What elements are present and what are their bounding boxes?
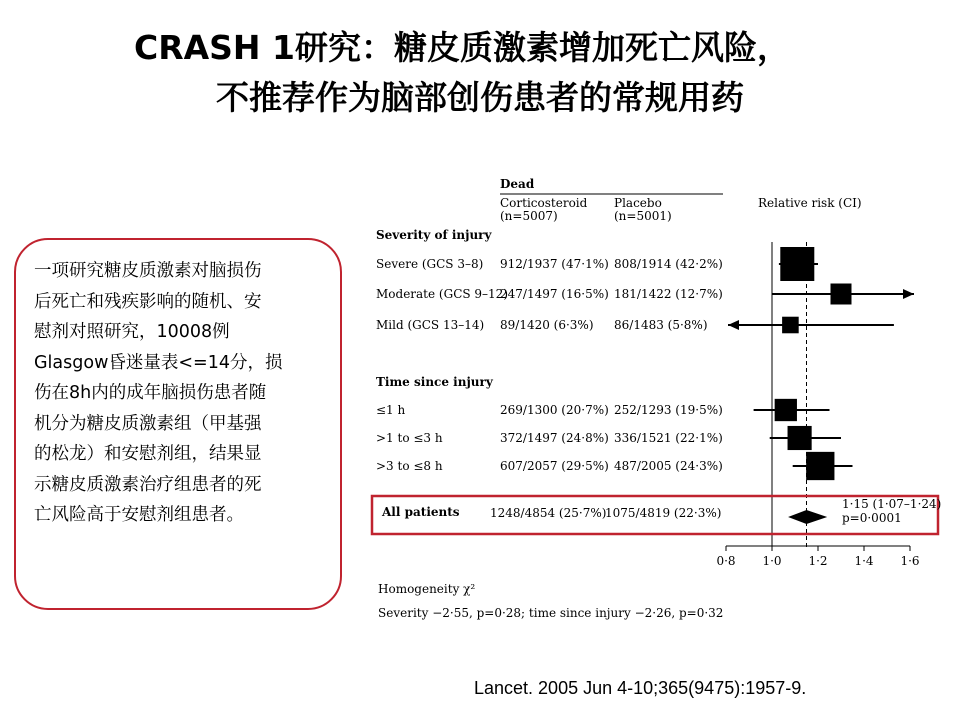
header-dead: Dead bbox=[500, 177, 535, 191]
row-label: Moderate (GCS 9–12) bbox=[376, 287, 508, 301]
overall-diamond bbox=[788, 510, 827, 524]
x-tick-label: 1·4 bbox=[854, 554, 874, 568]
row-placebo-value: 487/2005 (24·3%) bbox=[614, 459, 723, 473]
homogeneity-label: Homogeneity χ² bbox=[378, 582, 476, 596]
row-placebo-value: 336/1521 (22·1%) bbox=[614, 431, 723, 445]
point-estimate-square bbox=[788, 426, 812, 450]
overall-corticosteroid-value: 1248/4854 (25·7%) bbox=[490, 506, 607, 520]
row-label: Severe (GCS 3–8) bbox=[376, 257, 484, 271]
row-placebo-value: 86/1483 (5·8%) bbox=[614, 318, 708, 332]
row-corticosteroid-value: 247/1497 (16·5%) bbox=[500, 287, 609, 301]
row-corticosteroid-value: 89/1420 (6·3%) bbox=[500, 318, 594, 332]
group-title: Time since injury bbox=[376, 375, 493, 389]
x-tick-label: 1·0 bbox=[762, 554, 782, 568]
x-tick-label: 1·2 bbox=[808, 554, 828, 568]
header-relative-risk: Relative risk (CI) bbox=[758, 196, 862, 210]
homogeneity-text: Severity −2·55, p=0·28; time since injury −2·26, p=0·32 bbox=[378, 606, 724, 620]
header-col-placebo: Placebo bbox=[614, 196, 662, 210]
row-label: Mild (GCS 13–14) bbox=[376, 318, 485, 332]
row-label: >1 to ≤3 h bbox=[376, 431, 443, 445]
point-estimate-square bbox=[806, 452, 834, 480]
point-estimate-square bbox=[780, 247, 814, 281]
ci-arrow-left bbox=[728, 320, 739, 330]
point-estimate-square bbox=[782, 317, 799, 334]
ci-arrow-right bbox=[903, 289, 914, 299]
overall-label: All patients bbox=[382, 505, 460, 519]
row-placebo-value: 181/1422 (12·7%) bbox=[614, 287, 723, 301]
row-placebo-value: 252/1293 (19·5%) bbox=[614, 403, 723, 417]
point-estimate-square bbox=[831, 284, 852, 305]
slide-title-line2: 不推荐作为脑部创伤患者的常规用药 bbox=[216, 78, 744, 117]
summary-callout bbox=[14, 238, 342, 610]
x-tick-label: 1·6 bbox=[900, 554, 920, 568]
forest-plot bbox=[368, 168, 948, 630]
group-title: Severity of injury bbox=[376, 228, 492, 242]
overall-placebo-value: 1075/4819 (22·3%) bbox=[605, 506, 722, 520]
row-corticosteroid-value: 372/1497 (24·8%) bbox=[500, 431, 609, 445]
row-placebo-value: 808/1914 (42·2%) bbox=[614, 257, 723, 271]
x-tick-label: 0·8 bbox=[716, 554, 736, 568]
header-col-corticosteroid-n: (n=5007) bbox=[500, 209, 558, 223]
overall-rr-text: 1·15 (1·07–1·24) bbox=[842, 497, 942, 511]
summary-text: 一项研究糖皮质激素对脑损伤 后死亡和残疾影响的随机、安 慰剂对照研究，10008例 Glasgow昏迷量表<=14分，损 伤在8h内的成年脑损伤患者随 机分为糖皮质激素组（甲基强 的松龙）和安慰剂组，结果显 示糖皮质激素治疗组患者的死 亡风险高于安慰剂组患者。 bbox=[34, 261, 283, 525]
row-label: ≤1 h bbox=[376, 403, 406, 417]
row-label: >3 to ≤8 h bbox=[376, 459, 443, 473]
row-corticosteroid-value: 269/1300 (20·7%) bbox=[500, 403, 609, 417]
point-estimate-square bbox=[775, 399, 797, 421]
slide-title-line1: CRASH 1研究：糖皮质激素增加死亡风险， bbox=[133, 28, 790, 67]
citation: Lancet. 2005 Jun 4-10;365(9475):1957-9. bbox=[474, 678, 807, 698]
header-col-corticosteroid: Corticosteroid bbox=[500, 196, 588, 210]
overall-p-value: p=0·0001 bbox=[842, 511, 902, 525]
row-corticosteroid-value: 912/1937 (47·1%) bbox=[500, 257, 609, 271]
header-col-placebo-n: (n=5001) bbox=[614, 209, 672, 223]
row-corticosteroid-value: 607/2057 (29·5%) bbox=[500, 459, 609, 473]
